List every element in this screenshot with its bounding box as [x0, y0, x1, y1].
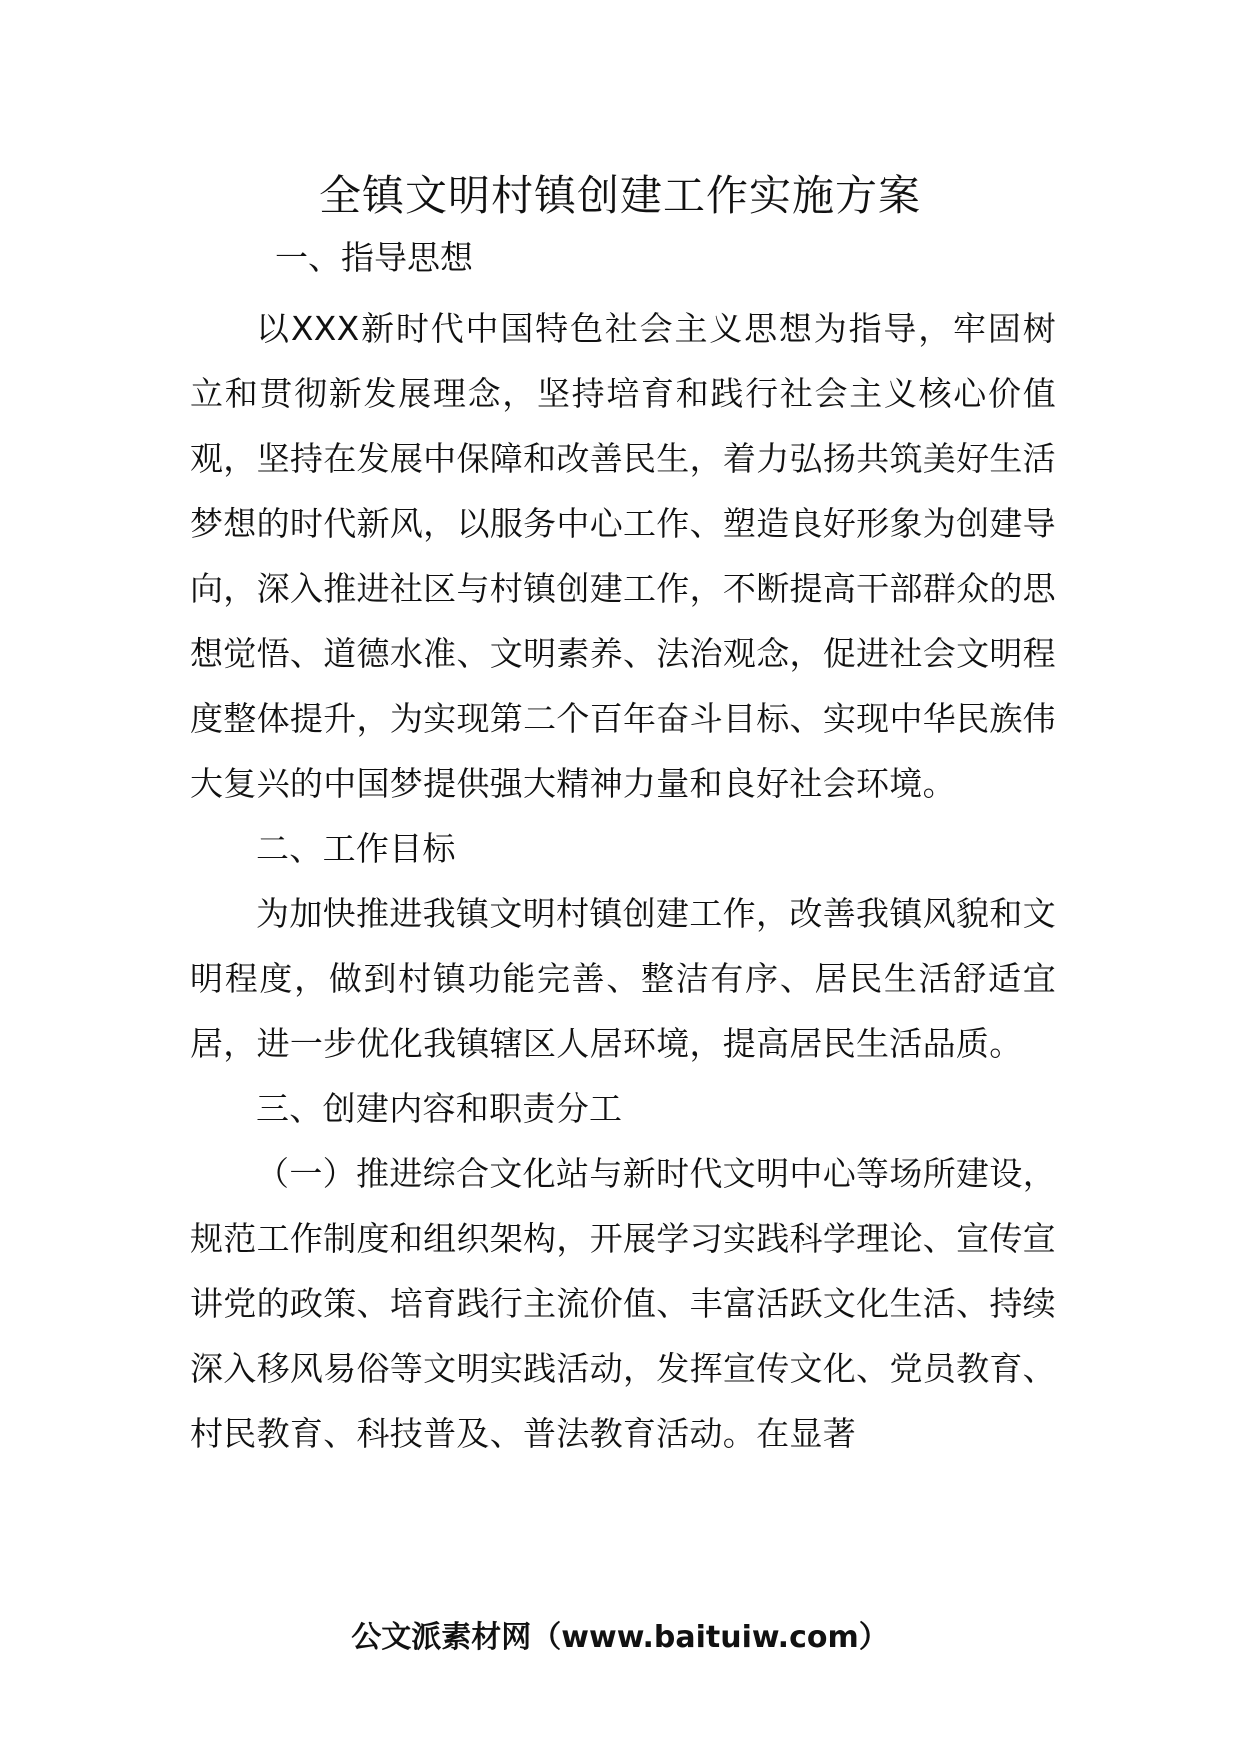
- section-body-guiding-ideology: 以XXX新时代中国特色社会主义思想为指导，牢固树立和贯彻新发展理念，坚持培育和践行社会主义核心价值观，坚持在发展中保障和改善民生，着力弘扬共筑美好生活梦想的时代新风，以服务中心工作、塑造良好形象为创建导向，深入推进社区与村镇创建工作，不断提高干部群众的思想觉悟、道德水准、文明素养、法治观念，促进社会文明程度整体提升，为实现第二个百年奋斗目标、实现中华民族伟大复兴的中国梦提供强大精神力量和良好社会环境。: [190, 309, 1056, 803]
- document-body: [190, 296, 1056, 1466]
- document-title: 全镇文明村镇创建工作实施方案: [318, 171, 921, 220]
- section-heading-work-goals: 二、工作目标: [256, 829, 456, 868]
- footer-watermark: 公文派素材网（www.baituiw.com）: [351, 1620, 889, 1655]
- section-heading-content-and-duties: 三、创建内容和职责分工: [256, 1089, 623, 1128]
- section-body-work-goals: 为加快推进我镇文明村镇创建工作，改善我镇风貌和文明程度，做到村镇功能完善、整洁有序、居民生活舒适宜居，进一步优化我镇辖区人居环境，提高居民生活品质。: [190, 894, 1056, 1063]
- section-heading-guiding-ideology: 一、指导思想: [275, 238, 473, 277]
- section-item-1: （一）推进综合文化站与新时代文明中心等场所建设，规范工作制度和组织架构，开展学习实践科学理论、宣传宣讲党的政策、培育践行主流价值、丰富活跃文化生活、持续深入移风易俗等文明实践活动，发挥宣传文化、党员教育、村民教育、科技普及、普法教育活动。在显著: [190, 1154, 1056, 1453]
